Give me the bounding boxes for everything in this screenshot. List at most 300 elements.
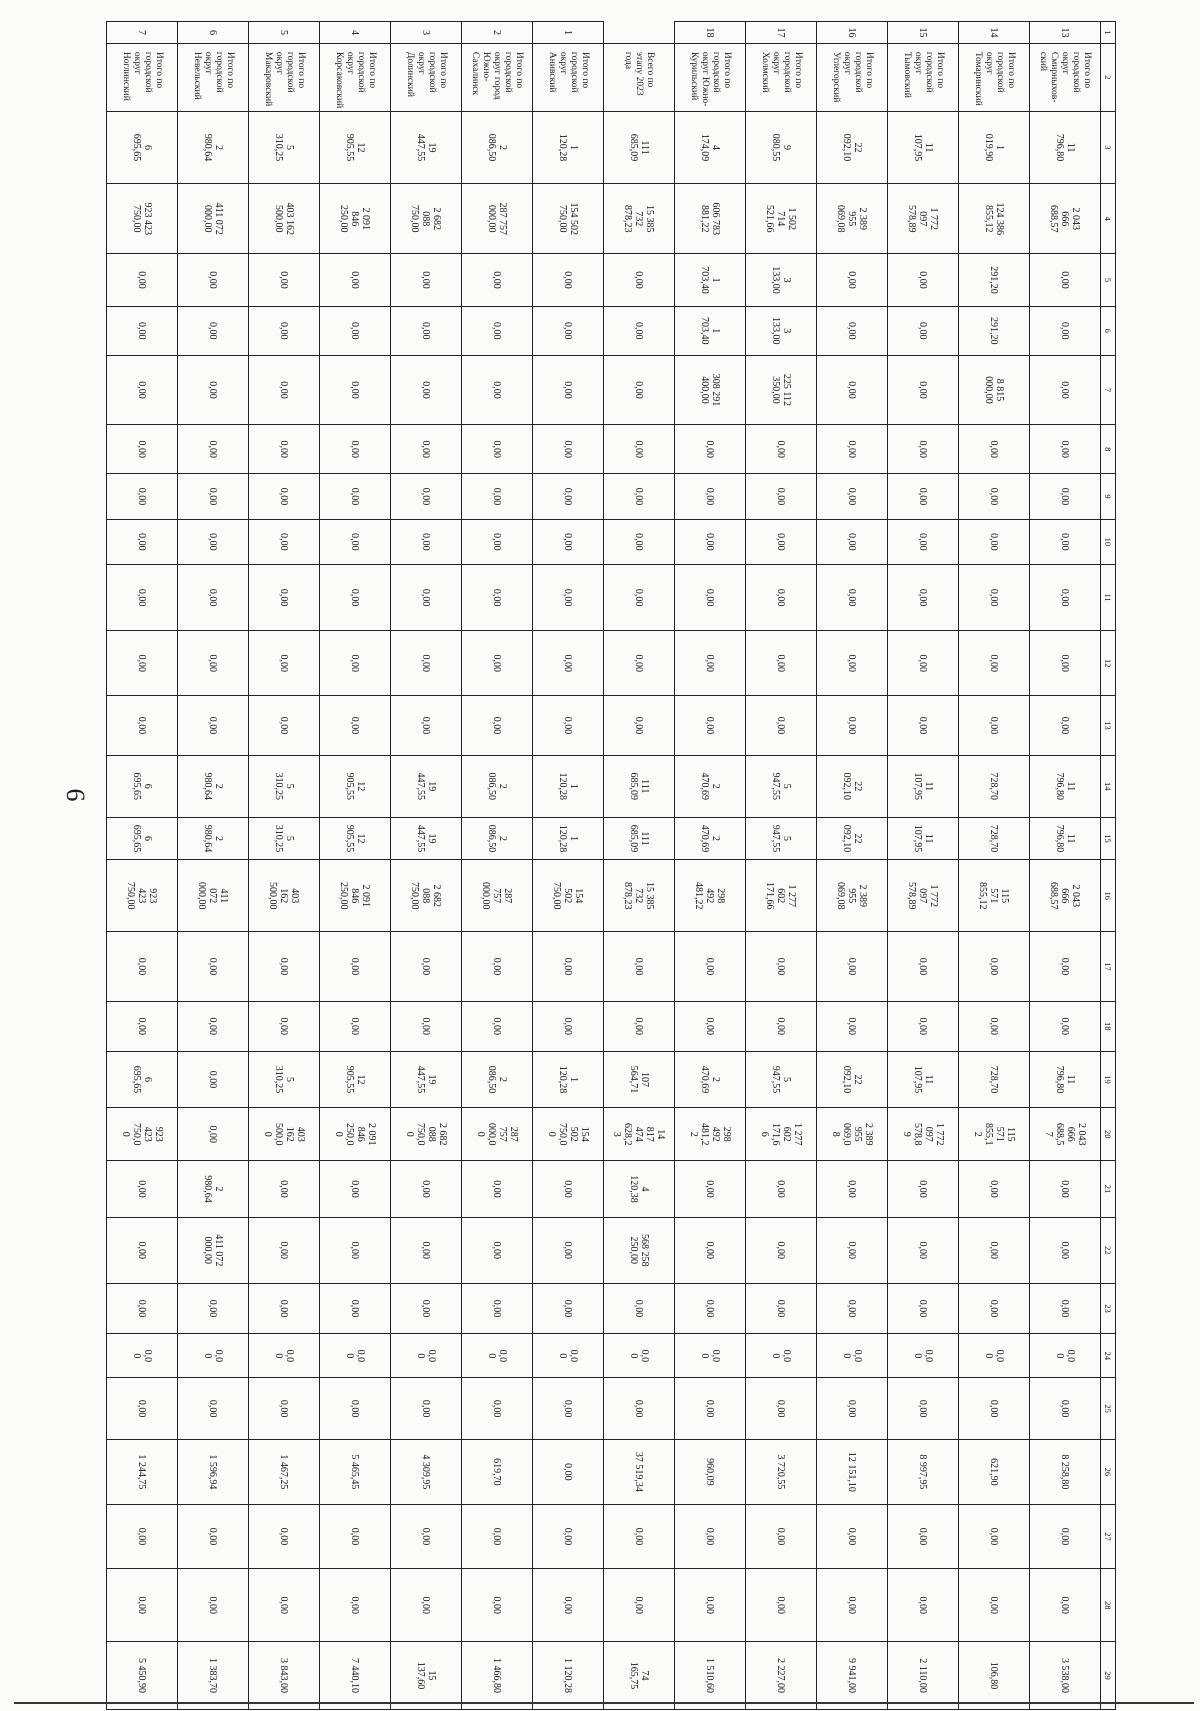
- value-cell: 1 510,60: [675, 1642, 746, 1710]
- value-cell: 2 389 955 069,0 8: [817, 1108, 888, 1161]
- value-cell: 0,00: [533, 1569, 604, 1642]
- value-cell: 0,00: [391, 519, 462, 564]
- value-cell: 0,00: [533, 1378, 604, 1440]
- value-cell: 2 682 088 750,00: [391, 184, 462, 254]
- value-cell: 0,00: [533, 1217, 604, 1283]
- value-cell: 2 980,64: [178, 755, 249, 817]
- value-cell: 1 277 602 171,6 6: [746, 1108, 817, 1161]
- value-cell: 0,00: [320, 306, 391, 355]
- value-cell: 22 092,10: [817, 817, 888, 860]
- value-cell: 0,0 0: [959, 1334, 1030, 1378]
- row-number-cell: 6: [178, 22, 249, 44]
- district-name-cell: Итого по городской округ Макаровский: [249, 43, 320, 111]
- value-cell: 2 389 955 069,08: [817, 860, 888, 932]
- value-cell: 0,00: [817, 1161, 888, 1218]
- value-cell: 37 519,34: [604, 1439, 675, 1504]
- value-cell: 298 492 481,2 2: [675, 1108, 746, 1161]
- value-cell: 0,00: [675, 1378, 746, 1440]
- value-cell: 0,00: [178, 1504, 249, 1569]
- row-number-cell: 18: [675, 22, 746, 44]
- district-name-cell: Всего по этапу 2023 года: [604, 43, 675, 111]
- value-cell: 2 043 666 688,57: [1030, 184, 1101, 254]
- value-cell: 0,00: [107, 1001, 178, 1051]
- column-number-cell: 26: [1101, 1439, 1116, 1504]
- value-cell: 0,00: [178, 696, 249, 756]
- value-cell: 298 492 481,22: [675, 860, 746, 932]
- value-cell: 0,00: [746, 932, 817, 1002]
- value-cell: 0,00: [320, 474, 391, 520]
- value-cell: 0,00: [888, 355, 959, 425]
- value-cell: 0,00: [391, 1378, 462, 1440]
- value-cell: 0,00: [391, 696, 462, 756]
- value-cell: 5 947,55: [746, 817, 817, 860]
- value-cell: 2 470,69: [675, 1051, 746, 1108]
- value-cell: 0,00: [1030, 1378, 1101, 1440]
- value-cell: 0,00: [1030, 1001, 1101, 1051]
- row-number-cell: 3: [391, 22, 462, 44]
- value-cell: 0,00: [320, 254, 391, 307]
- value-cell: 0,00: [178, 425, 249, 474]
- table-row: [888, 22, 959, 1710]
- value-cell: 5 947,55: [746, 755, 817, 817]
- value-cell: 11 107,95: [888, 111, 959, 184]
- value-cell: 6 695,65: [107, 1051, 178, 1108]
- value-cell: 111 685,09: [604, 111, 675, 184]
- value-cell: 0,00: [391, 306, 462, 355]
- table-row: [320, 22, 391, 1710]
- value-cell: 0,00: [249, 564, 320, 631]
- value-cell: 0,00: [746, 1283, 817, 1334]
- column-number-cell: 15: [1101, 817, 1116, 860]
- value-cell: 923 423 750,00: [107, 184, 178, 254]
- value-cell: 0,00: [249, 355, 320, 425]
- value-cell: 5 310,25: [249, 755, 320, 817]
- value-cell: 124 386 855,12: [959, 184, 1030, 254]
- value-cell: 0,00: [533, 1283, 604, 1334]
- column-number-cell: 20: [1101, 1108, 1116, 1161]
- column-number-cell: 8: [1101, 425, 1116, 474]
- value-cell: 291,20: [959, 254, 1030, 307]
- value-cell: 0,0 0: [1030, 1334, 1101, 1378]
- value-cell: 115 571 855,1 2: [959, 1108, 1030, 1161]
- table-row: [107, 22, 178, 1710]
- value-cell: 0,00: [1030, 1217, 1101, 1283]
- column-number-cell: 19: [1101, 1051, 1116, 1108]
- value-cell: 15 385 732 878,23: [604, 860, 675, 932]
- value-cell: 308 291 400,00: [675, 355, 746, 425]
- value-cell: 11 796,80: [1030, 755, 1101, 817]
- value-cell: 0,00: [746, 474, 817, 520]
- page-bottom-rule: [14, 1702, 1194, 1704]
- value-cell: 0,00: [320, 355, 391, 425]
- value-cell: 0,00: [178, 1001, 249, 1051]
- value-cell: 0,00: [1030, 1569, 1101, 1642]
- value-cell: 0,00: [817, 355, 888, 425]
- value-cell: 2 091 846 250,0 0: [320, 1108, 391, 1161]
- district-name-cell: Итого по городской округ Невельский: [178, 43, 249, 111]
- value-cell: 0,00: [462, 564, 533, 631]
- value-cell: 1 120,28: [533, 1642, 604, 1710]
- value-cell: 0,00: [888, 254, 959, 307]
- value-cell: 0,00: [107, 1569, 178, 1642]
- value-cell: 0,00: [604, 1569, 675, 1642]
- value-cell: 5 310,25: [249, 817, 320, 860]
- value-cell: 0,00: [675, 1283, 746, 1334]
- value-cell: 0,0 0: [533, 1334, 604, 1378]
- value-cell: 0,00: [1030, 254, 1101, 307]
- column-number-cell: 9: [1101, 474, 1116, 520]
- value-cell: 621,90: [959, 1439, 1030, 1504]
- value-cell: 728,70: [959, 817, 1030, 860]
- value-cell: 0,00: [675, 519, 746, 564]
- value-cell: 0,00: [604, 519, 675, 564]
- value-cell: 0,00: [462, 1378, 533, 1440]
- value-cell: 2 980,64: [178, 817, 249, 860]
- value-cell: 0,00: [604, 631, 675, 696]
- value-cell: 0,00: [817, 1569, 888, 1642]
- value-cell: 154 502 750,00: [533, 860, 604, 932]
- value-cell: 0,00: [462, 696, 533, 756]
- value-cell: 0,00: [817, 519, 888, 564]
- table-row: [746, 22, 817, 1710]
- value-cell: 0,00: [675, 696, 746, 756]
- value-cell: 606 783 881,22: [675, 184, 746, 254]
- value-cell: 0,00: [533, 631, 604, 696]
- value-cell: 287 757 000,0 0: [462, 1108, 533, 1161]
- value-cell: 1 120,28: [533, 1051, 604, 1108]
- value-cell: 22 092,10: [817, 1051, 888, 1108]
- value-cell: 0,00: [746, 696, 817, 756]
- value-cell: 0,00: [320, 425, 391, 474]
- district-name-cell: Итого по городской округ Южно- Курильский: [675, 43, 746, 111]
- column-number-cell: 1: [1101, 22, 1116, 44]
- column-number-cell: 21: [1101, 1161, 1116, 1218]
- value-cell: 3 720,55: [746, 1439, 817, 1504]
- value-cell: 0,00: [320, 1378, 391, 1440]
- value-cell: 0,00: [746, 564, 817, 631]
- value-cell: 0,00: [462, 1283, 533, 1334]
- value-cell: 0,00: [888, 306, 959, 355]
- value-cell: 12 905,55: [320, 1051, 391, 1108]
- value-cell: 0,00: [462, 254, 533, 307]
- value-cell: 0,00: [959, 425, 1030, 474]
- value-cell: 287 757 000,00: [462, 860, 533, 932]
- column-number-cell: 22: [1101, 1217, 1116, 1283]
- value-cell: 0,00: [1030, 306, 1101, 355]
- value-cell: 0,00: [320, 1217, 391, 1283]
- value-cell: 0,00: [817, 1283, 888, 1334]
- value-cell: 0,00: [391, 1217, 462, 1283]
- value-cell: 0,00: [746, 519, 817, 564]
- value-cell: 0,0 0: [391, 1334, 462, 1378]
- value-cell: 0,00: [533, 696, 604, 756]
- value-cell: 19 447,55: [391, 111, 462, 184]
- value-cell: 1 772 097 578,89: [888, 184, 959, 254]
- value-cell: 0,00: [746, 1504, 817, 1569]
- value-cell: 0,00: [817, 1001, 888, 1051]
- column-number-cell: 7: [1101, 355, 1116, 425]
- value-cell: 5 465,45: [320, 1439, 391, 1504]
- value-cell: 0,00: [959, 1504, 1030, 1569]
- value-cell: 0,00: [888, 631, 959, 696]
- value-cell: 0,00: [320, 932, 391, 1002]
- value-cell: 0,00: [107, 1217, 178, 1283]
- value-cell: 0,00: [675, 932, 746, 1002]
- value-cell: 0,00: [178, 932, 249, 1002]
- value-cell: 0,00: [959, 932, 1030, 1002]
- value-cell: 8 258,80: [1030, 1439, 1101, 1504]
- value-cell: 403 162 500,0 0: [249, 1108, 320, 1161]
- value-cell: 1 277 602 171,66: [746, 860, 817, 932]
- value-cell: 0,00: [533, 355, 604, 425]
- value-cell: 0,00: [604, 306, 675, 355]
- value-cell: 0,00: [249, 306, 320, 355]
- value-cell: 154 502 750,00: [533, 184, 604, 254]
- row-number-cell: 15: [888, 22, 959, 44]
- value-cell: 0,00: [249, 932, 320, 1002]
- row-number-cell: 5: [249, 22, 320, 44]
- value-cell: 12 905,55: [320, 817, 391, 860]
- value-cell: 0,00: [675, 564, 746, 631]
- district-name-cell: Итого по городской округ Анивский: [533, 43, 604, 111]
- value-cell: 2 227,00: [746, 1642, 817, 1710]
- value-cell: 0,00: [675, 631, 746, 696]
- value-cell: 1 502 714 521,66: [746, 184, 817, 254]
- value-cell: 0,0 0: [249, 1334, 320, 1378]
- value-cell: 0,00: [888, 1001, 959, 1051]
- value-cell: 960,09: [675, 1439, 746, 1504]
- value-cell: 0,00: [391, 932, 462, 1002]
- value-cell: 111 685,09: [604, 817, 675, 860]
- value-cell: 2 043 666 688,5 7: [1030, 1108, 1101, 1161]
- value-cell: 0,00: [462, 519, 533, 564]
- value-cell: 2 389 955 069,08: [817, 184, 888, 254]
- table-row: [533, 22, 604, 1710]
- value-cell: 0,00: [107, 1161, 178, 1218]
- value-cell: 0,00: [178, 355, 249, 425]
- value-cell: 154 502 750,0 0: [533, 1108, 604, 1161]
- value-cell: 0,00: [604, 355, 675, 425]
- value-cell: 19 447,55: [391, 1051, 462, 1108]
- value-cell: 0,00: [320, 1001, 391, 1051]
- value-cell: 1 772 097 578,8 9: [888, 1108, 959, 1161]
- value-cell: 0,0 0: [817, 1334, 888, 1378]
- value-cell: 0,00: [604, 474, 675, 520]
- value-cell: 0,00: [107, 1283, 178, 1334]
- value-cell: 923 423 750,0 0: [107, 1108, 178, 1161]
- district-name-cell: Итого по городской округ Томаринский: [959, 43, 1030, 111]
- value-cell: 2 043 666 688,57: [1030, 860, 1101, 932]
- value-cell: 3 133,00: [746, 254, 817, 307]
- value-cell: 0,0 0: [320, 1334, 391, 1378]
- value-cell: 0,00: [533, 254, 604, 307]
- column-number-cell: 13: [1101, 696, 1116, 756]
- value-cell: 728,70: [959, 755, 1030, 817]
- value-cell: 11 796,80: [1030, 817, 1101, 860]
- row-number-cell: 4: [320, 22, 391, 44]
- value-cell: 0,00: [1030, 932, 1101, 1002]
- value-cell: 923 423 750,00: [107, 860, 178, 932]
- district-name-cell: Итого по городской округ Корсаковский: [320, 43, 391, 111]
- value-cell: 2 682 088 750,0 0: [391, 1108, 462, 1161]
- value-cell: 0,00: [107, 519, 178, 564]
- value-cell: 2 470,69: [675, 755, 746, 817]
- table-row: [391, 22, 462, 1710]
- value-cell: 0,00: [320, 1504, 391, 1569]
- value-cell: 0,00: [249, 519, 320, 564]
- value-cell: 0,00: [1030, 564, 1101, 631]
- value-cell: 0,00: [107, 932, 178, 1002]
- value-cell: 0,00: [107, 355, 178, 425]
- value-cell: 403 162 500,00: [249, 184, 320, 254]
- value-cell: 0,00: [462, 474, 533, 520]
- value-cell: 22 092,10: [817, 111, 888, 184]
- value-cell: 0,00: [604, 932, 675, 1002]
- value-cell: 0,0 0: [462, 1334, 533, 1378]
- value-cell: 0,00: [249, 1378, 320, 1440]
- value-cell: 0,00: [178, 306, 249, 355]
- value-cell: 0,00: [675, 425, 746, 474]
- value-cell: 0,00: [533, 519, 604, 564]
- value-cell: 0,00: [1030, 425, 1101, 474]
- value-cell: 225 112 350,00: [746, 355, 817, 425]
- value-cell: 0,00: [1030, 474, 1101, 520]
- value-cell: 0,00: [533, 306, 604, 355]
- value-cell: 0,00: [746, 1001, 817, 1051]
- value-cell: 0,00: [746, 631, 817, 696]
- value-cell: 0,00: [888, 1161, 959, 1218]
- value-cell: 0,00: [746, 1161, 817, 1218]
- value-cell: 411 072 000,00: [178, 184, 249, 254]
- value-cell: 0,00: [533, 932, 604, 1002]
- column-number-cell: 11: [1101, 564, 1116, 631]
- page-number: 6: [61, 788, 90, 802]
- value-cell: 19 447,55: [391, 817, 462, 860]
- district-name-cell: Итого по городской округ город Южно- Сахалинск: [462, 43, 533, 111]
- value-cell: 0,00: [959, 696, 1030, 756]
- value-cell: 107 564,71: [604, 1051, 675, 1108]
- value-cell: 0,00: [178, 1108, 249, 1161]
- value-cell: 1 703,40: [675, 254, 746, 307]
- value-cell: 0,00: [320, 564, 391, 631]
- value-cell: 0,00: [462, 631, 533, 696]
- value-cell: 8 997,95: [888, 1439, 959, 1504]
- value-cell: 2 682 088 750,00: [391, 860, 462, 932]
- table-row: [462, 22, 533, 1710]
- value-cell: 0,00: [107, 254, 178, 307]
- value-cell: 0,00: [178, 1569, 249, 1642]
- column-number-cell: 10: [1101, 519, 1116, 564]
- value-cell: 14 817 474 628,2 3: [604, 1108, 675, 1161]
- value-cell: 0,00: [462, 306, 533, 355]
- column-number-cell: 6: [1101, 306, 1116, 355]
- table-row: [817, 22, 888, 1710]
- value-cell: 0,00: [888, 425, 959, 474]
- district-name-cell: Итого по городской округ Холмский: [746, 43, 817, 111]
- value-cell: 0,00: [1030, 1283, 1101, 1334]
- value-cell: 0,00: [391, 1001, 462, 1051]
- value-cell: 0,00: [1030, 519, 1101, 564]
- value-cell: 0,00: [817, 425, 888, 474]
- value-cell: 0,00: [675, 1217, 746, 1283]
- value-cell: 0,00: [320, 631, 391, 696]
- value-cell: 0,00: [675, 474, 746, 520]
- value-cell: 3 133,00: [746, 306, 817, 355]
- value-cell: 0,00: [178, 1051, 249, 1108]
- value-cell: 0,00: [178, 564, 249, 631]
- value-cell: 0,0 0: [107, 1334, 178, 1378]
- value-cell: 0,00: [391, 425, 462, 474]
- value-cell: 0,00: [746, 425, 817, 474]
- value-cell: 0,00: [675, 1504, 746, 1569]
- value-cell: 0,00: [462, 1217, 533, 1283]
- value-cell: 0,00: [462, 425, 533, 474]
- value-cell: 0,00: [604, 1283, 675, 1334]
- value-cell: 0,00: [604, 564, 675, 631]
- value-cell: 11 107,95: [888, 817, 959, 860]
- value-cell: 0,00: [462, 1001, 533, 1051]
- value-cell: 0,00: [959, 519, 1030, 564]
- value-cell: 5 310,25: [249, 111, 320, 184]
- value-cell: 0,00: [462, 1161, 533, 1218]
- value-cell: 0,00: [675, 1161, 746, 1218]
- column-number-cell: 25: [1101, 1378, 1116, 1440]
- value-cell: 0,0 0: [178, 1334, 249, 1378]
- value-cell: 0,00: [817, 254, 888, 307]
- value-cell: 6 695,65: [107, 817, 178, 860]
- row-number-cell: 14: [959, 22, 1030, 44]
- value-cell: 0,00: [320, 519, 391, 564]
- value-cell: 7 440,10: [320, 1642, 391, 1710]
- column-number-cell: 14: [1101, 755, 1116, 817]
- value-cell: 0,00: [533, 1161, 604, 1218]
- value-cell: 291,20: [959, 306, 1030, 355]
- column-number-cell: 5: [1101, 254, 1116, 307]
- value-cell: 11 796,80: [1030, 111, 1101, 184]
- column-number-cell: 18: [1101, 1001, 1116, 1051]
- value-cell: 0,00: [178, 1378, 249, 1440]
- value-cell: 0,00: [604, 696, 675, 756]
- value-cell: 0,00: [533, 1439, 604, 1504]
- value-cell: 2 086,50: [462, 1051, 533, 1108]
- value-cell: 0,00: [107, 474, 178, 520]
- value-cell: 0,00: [604, 254, 675, 307]
- value-cell: 0,00: [817, 564, 888, 631]
- value-cell: 0,00: [888, 519, 959, 564]
- value-cell: 0,00: [178, 631, 249, 696]
- value-cell: 0,00: [959, 1378, 1030, 1440]
- value-cell: 0,00: [107, 631, 178, 696]
- value-cell: 411 072 000,00: [178, 860, 249, 932]
- value-cell: 0,00: [959, 631, 1030, 696]
- value-cell: 111 685,09: [604, 755, 675, 817]
- value-cell: 0,00: [817, 631, 888, 696]
- value-cell: 0,00: [604, 1378, 675, 1440]
- value-cell: 403 162 500,00: [249, 860, 320, 932]
- value-cell: 0,00: [249, 1217, 320, 1283]
- value-cell: 0,00: [107, 1504, 178, 1569]
- value-cell: 9 941,00: [817, 1642, 888, 1710]
- column-number-cell: 4: [1101, 184, 1116, 254]
- value-cell: 0,00: [817, 474, 888, 520]
- value-cell: 0,00: [391, 1283, 462, 1334]
- value-cell: 0,00: [959, 564, 1030, 631]
- value-cell: 0,0 0: [888, 1334, 959, 1378]
- value-cell: 1 467,25: [249, 1439, 320, 1504]
- value-cell: 12 151,10: [817, 1439, 888, 1504]
- value-cell: 0,00: [888, 564, 959, 631]
- value-cell: 728,70: [959, 1051, 1030, 1108]
